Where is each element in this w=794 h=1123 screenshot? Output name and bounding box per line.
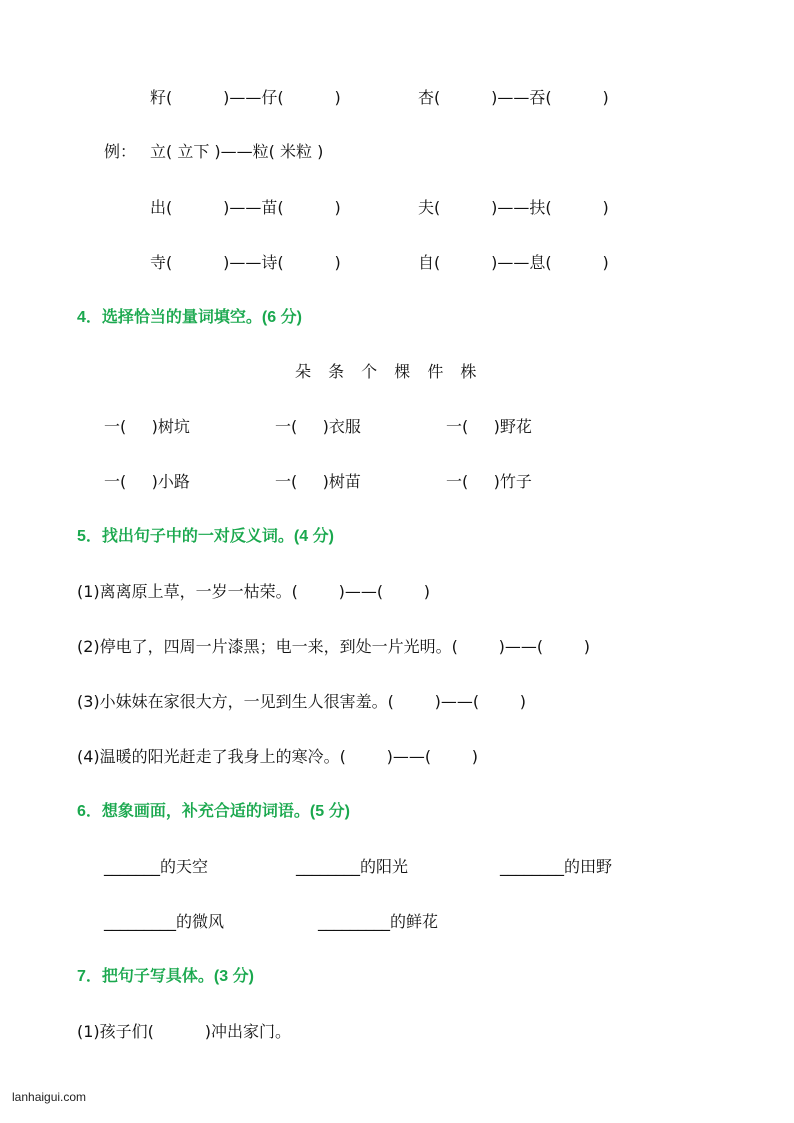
q4-row2-item1: 一( )小路 — [104, 472, 190, 491]
q6-row1-item1: _______的天空 — [104, 857, 209, 876]
q5-item-1: (1)离离原上草，一岁一枯荣。( )——( ) — [77, 582, 431, 601]
example-label: 例： — [104, 142, 137, 161]
q7-item-1: (1)孩子们( )冲出家门。 — [77, 1022, 292, 1041]
pair-row-3-left: 寺( )——诗( ) — [150, 253, 341, 272]
q4-row2-item2: 一( )树苗 — [275, 472, 361, 491]
q4-row1-item2: 一( )衣服 — [275, 417, 361, 436]
q6-row2-item1: _________的微风 — [104, 912, 225, 931]
pair-row-1-left: 籽( )——仔( ) — [150, 88, 341, 107]
example-pair: 立( 立下 )——粒( 米粒 ) — [150, 142, 324, 161]
pair-row-2-right: 夫( )——扶( ) — [418, 198, 609, 217]
q4-row1-item1: 一( )树坑 — [104, 417, 190, 436]
q6-row1-item3: ________的田野 — [500, 857, 613, 876]
q7-heading: 7．把句子写具体。(3 分) — [77, 968, 254, 985]
pair-row-3-right: 自( )——息( ) — [418, 253, 609, 272]
q5-item-2: (2)停电了，四周一片漆黑；电一来，到处一片光明。( )——( ) — [77, 637, 591, 656]
q6-row2-item2: _________的鲜花 — [318, 912, 439, 931]
q4-row2-item3: 一( )竹子 — [446, 472, 532, 491]
q6-row1-item2: ________的阳光 — [296, 857, 409, 876]
q5-heading: 5．找出句子中的一对反义词。(4 分) — [77, 528, 334, 545]
q6-heading: 6．想象画面，补充合适的词语。(5 分) — [77, 803, 350, 820]
pair-row-1-right: 杏( )——吞( ) — [418, 88, 609, 107]
q4-heading: 4．选择恰当的量词填空。(6 分) — [77, 309, 302, 326]
q4-row1-item3: 一( )野花 — [446, 417, 532, 436]
pair-row-2-left: 出( )——苗( ) — [150, 198, 341, 217]
q5-item-3: (3)小妹妹在家很大方，一见到生人很害羞。( )——( ) — [77, 692, 527, 711]
q5-item-4: (4)温暖的阳光赶走了我身上的寒冷。( )——( ) — [77, 747, 479, 766]
q4-word-options: 朵 条 个 棵 件 株 — [295, 362, 477, 381]
footer-site: lanhaigui.com — [12, 1090, 87, 1104]
